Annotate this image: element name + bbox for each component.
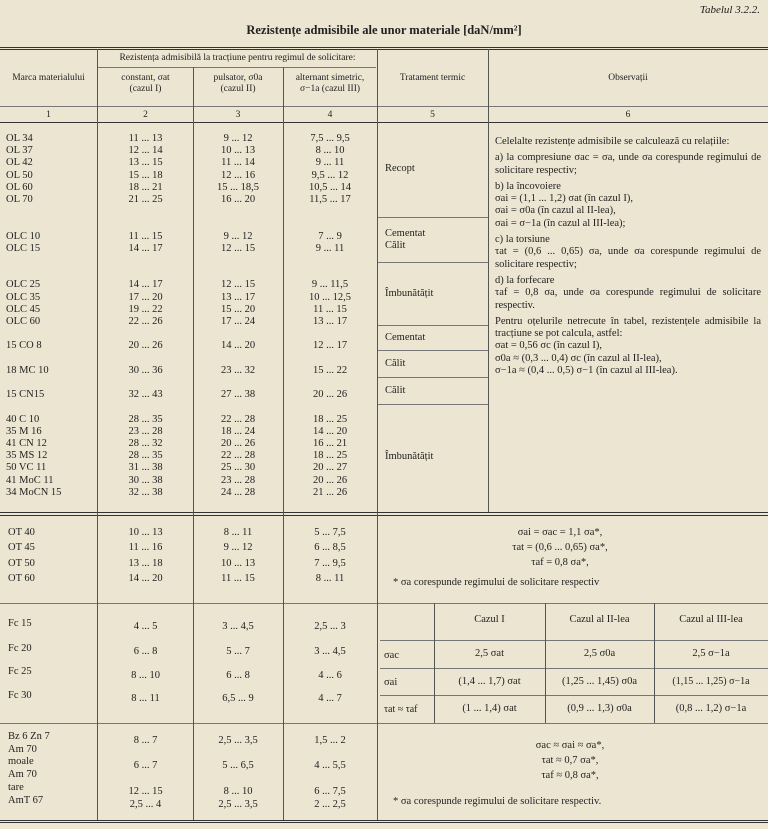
col-number-5: 5: [430, 110, 435, 120]
header-tratament: Tratament termic: [399, 73, 466, 83]
fc-row-2-constant: 6 ... 8: [133, 646, 158, 657]
bz-pulsator-column: 2,5 ... 3,5 5 ... 6,5 8 ... 10 2,5 ... 3,5: [218, 735, 258, 810]
fc-sub-row-2-value-3: (1,15 ... 1,25) σ−1a: [672, 676, 750, 687]
header-pulsator: pulsator, σ0a (cazul II): [213, 73, 263, 94]
col-number-4: 4: [327, 110, 333, 120]
fc-row-2-alternant: 3 ... 4,5: [314, 646, 346, 657]
fc-row-3-marca: Fc 25: [8, 666, 32, 677]
ot-pulsator-column: 8 ... 11 9 ... 12 10 ... 13 11 ... 15: [220, 527, 256, 584]
fc-row-4-alternant: 4 ... 7: [318, 693, 342, 704]
treatment-calit-1: Călit: [385, 240, 406, 251]
fc-row-1-pulsator: 3 ... 4,5: [222, 621, 254, 632]
upper-pulsator-column: 9 ... 12 10 ... 13 11 ... 14 12 ... 16 15 ... 18,5 16 ... 20 9 ... 12 12 ... 15 12 ... 15 13 ... 17 15 ... 20 17 ... 24 14 ... 20 23 ... 32 27 ... 38 22 ... 28 18 ... 24 20 ... 26 22 ... 28 25 ... 30 23 ... 28 24 ... 28: [217, 133, 259, 498]
upper-marca-column: OL 34 OL 37 OL 42 OL 50 OL 60 OL 70 OLC 10 OLC 15 OLC 25 OLC 35 OLC 45 OLC 60 15 CO 8 18 MC 10 15 CN15 40 C 10 35 M 16 41 CN 12 35 MS 12 50 VC 11 41 MoC 11 34 MoCN 15: [6, 133, 62, 498]
fc-sub-row-3-value-1: (1 ... 1,4) σat: [462, 703, 517, 714]
bz-marca-column: Bz 6 Zn 7 Am 70 moale Am 70 tare AmT 67: [8, 731, 50, 806]
ot-marca-column: OT 40 OT 45 OT 50 OT 60: [8, 527, 35, 584]
fc-sub-row-3-value-3: (0,8 ... 1,2) σ−1a: [675, 703, 747, 714]
fc-sub-row-3-value-2: (0,9 ... 1,3) σ0a: [567, 703, 632, 714]
fc-sub-row-2-label: σai: [384, 677, 398, 688]
bz-constant-column: 8 ... 7 6 ... 7 12 ... 15 2,5 ... 4: [128, 735, 163, 810]
fc-row-3-constant: 8 ... 10: [131, 670, 160, 681]
fc-sub-row-3-label: τat ≈ τaf: [384, 704, 418, 715]
header-alternant: alternant simetric, σ−1a (cazul III): [295, 73, 365, 94]
upper-alternant-column: 7,5 ... 9,5 8 ... 10 9 ... 11 9,5 ... 12 10,5 ... 14 11,5 ... 17 7 ... 9 9 ... 11 9 ... 11,5 10 ... 12,5 11 ... 15 13 ... 17 12 ... 17 15 ... 22 20 ... 26 18 ... 25 14 ... 20 16 ... 21 18 ... 25 20 ... 27 20 ... 26 21 ... 26: [309, 133, 351, 498]
treatment-imbunatatit-1: Îmbunătățit: [385, 288, 434, 299]
fc-sub-row-1-value-1: 2,5 σat: [475, 648, 504, 659]
table-number: Tabelul 3.2.2.: [699, 4, 760, 16]
treatment-cementat-1: Cementat: [385, 228, 426, 239]
upper-constant-column: 11 ... 13 12 ... 14 13 ... 15 15 ... 18 18 ... 21 21 ... 25 11 ... 15 14 ... 17 14 ... 17 17 ... 20 19 ... 22 22 ... 26 20 ... 26 30 ... 36 32 ... 43 28 ... 35 23 ... 28 28 ... 32 28 ... 35 31 ... 38 30 ... 38 32 ... 38: [128, 133, 163, 498]
treatment-recopt: Recopt: [385, 163, 415, 174]
header-constant: constant, σat (cazul I): [121, 73, 170, 94]
observations-text: Celelalte rezistențe admisibile se calculează cu relațiile: a) la compresiune σac = σa, unde σa corespunde regimului de solicitare respectiv; b) la încovoiere σai = (1,1 ... 1,2) σat (în cazul I), σai = σ0a (în cazul al II-lea), σai = σ−1a (în cazul al III-lea); c) la torsiune τat = (0,6 ... 0,65) σa, unde σa corespunde regimului de solicitare respectiv; d) la forfecare τaf = 0,8 σa, unde σa corespunde regimului de solicitare respectiv. Pentru oțelurile netrecute în tabel, rezistențele admisibile la tracțiune se pot calcula, astfel: σat = 0,56 σc (în cazul I), σ0a ≈ (0,3 ... 0,4) σc (în cazul al II-lea), σ−1a ≈ (0,4 ... 0,5) σ−1 (în cazul al III-lea).: [495, 136, 761, 377]
treatment-cementat-2: Cementat: [385, 332, 426, 343]
fc-row-2-pulsator: 5 ... 7: [226, 646, 250, 657]
fc-row-4-pulsator: 6,5 ... 9: [222, 693, 254, 704]
ot-constant-column: 10 ... 13 11 ... 16 13 ... 18 14 ... 20: [128, 527, 163, 584]
treatment-calit-3: Călit: [385, 385, 406, 396]
col-number-3: 3: [235, 110, 241, 120]
fc-row-4-marca: Fc 30: [8, 690, 32, 701]
fc-subheader-cazul-1: Cazul I: [474, 614, 505, 625]
fc-row-1-alternant: 2,5 ... 3: [314, 621, 346, 632]
table-title: Rezistențe admisibile ale unor materiale [daN/mm²]: [246, 23, 522, 37]
fc-row-4-constant: 8 ... 11: [131, 693, 160, 704]
bz-formulas: σac ≈ σai ≈ σa*, τat ≈ 0,7 σa*, τaf ≈ 0,8 σa*,: [535, 740, 605, 781]
fc-row-2-marca: Fc 20: [8, 643, 32, 654]
ot-formulas: σai = σac = 1,1 σa*, τat = (0,6 ... 0,65) σa*, τaf = 0,8 σa*,: [512, 527, 608, 568]
col-number-6: 6: [625, 110, 631, 120]
col-number-2: 2: [143, 110, 148, 120]
fc-subheader-cazul-2: Cazul al II-lea: [569, 614, 630, 625]
col-number-1: 1: [46, 110, 51, 120]
fc-sub-row-1-label: σac: [384, 650, 399, 661]
header-group: Rezistența admisibilă la tracțiune pentru regimul de solicitare:: [119, 53, 356, 63]
bz-note: * σa corespunde regimului de solicitare respectiv.: [393, 796, 602, 807]
bz-alternant-column: 1,5 ... 2 4 ... 5,5 6 ... 7,5 2 ... 2,5: [314, 735, 346, 810]
fc-row-3-alternant: 4 ... 6: [318, 670, 342, 681]
treatment-calit-2: Călit: [385, 358, 406, 369]
ot-note: * σa corespunde regimului de solicitare respectiv: [393, 577, 600, 588]
ot-alternant-column: 5 ... 7,5 6 ... 8,5 7 ... 9,5 8 ... 11: [314, 527, 346, 584]
treatment-imbunatatit-2: Îmbunătățit: [385, 451, 434, 462]
fc-row-3-pulsator: 6 ... 8: [226, 670, 250, 681]
fc-sub-row-1-value-2: 2,5 σ0a: [583, 648, 616, 659]
fc-subheader-cazul-3: Cazul al III-lea: [679, 614, 743, 625]
header-observatii: Observații: [608, 73, 648, 83]
fc-row-1-constant: 4 ... 5: [133, 621, 158, 632]
fc-sub-row-1-value-3: 2,5 σ−1a: [692, 648, 730, 659]
header-marca: Marca materialului: [12, 73, 85, 83]
fc-sub-row-2-value-1: (1,4 ... 1,7) σat: [458, 676, 521, 687]
fc-sub-row-2-value-2: (1,25 ... 1,45) σ0a: [561, 676, 638, 687]
fc-row-1-marca: Fc 15: [8, 618, 32, 629]
